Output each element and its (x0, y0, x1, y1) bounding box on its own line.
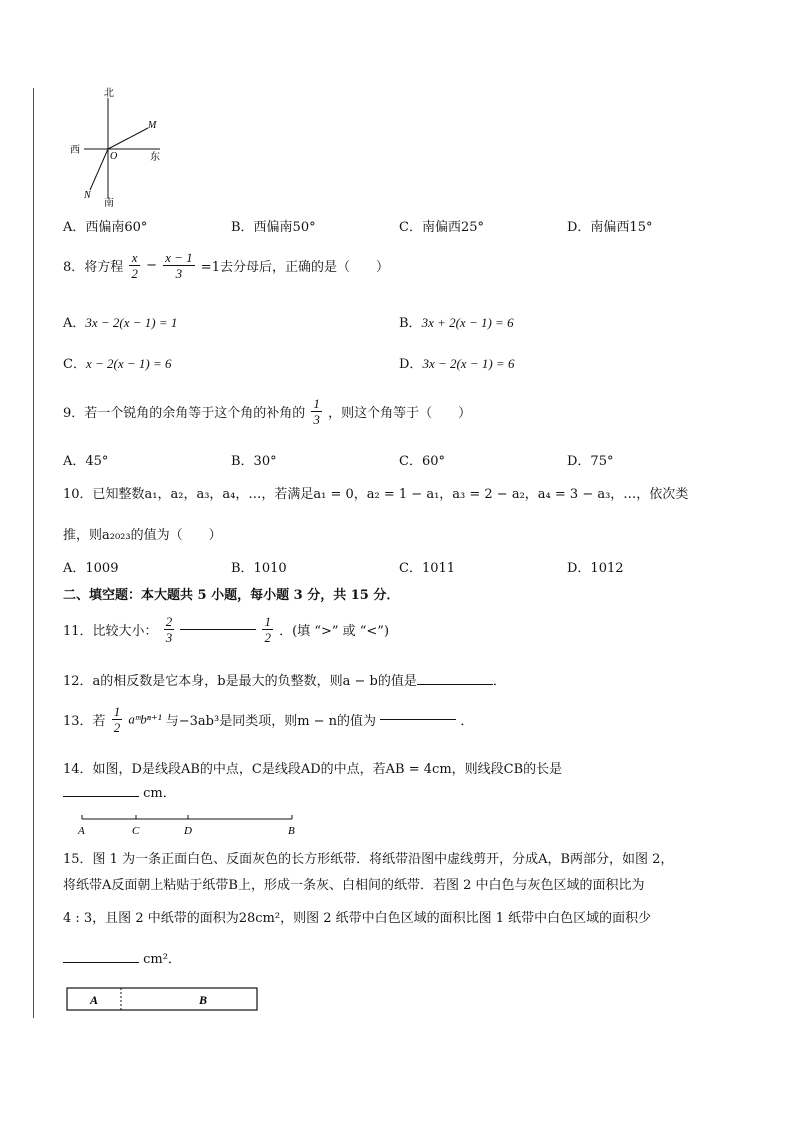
strip-label-a: A (90, 993, 99, 1007)
q8-c-expr: x − 2(x − 1) = 6 (85, 356, 172, 371)
ray-on (90, 149, 108, 190)
q9-frac-num: 1 (313, 396, 320, 411)
q8-frac2-den: 3 (175, 266, 183, 281)
q13-end: ． (460, 714, 474, 729)
q8-option-c (63, 353, 171, 372)
q14-segment-figure (74, 812, 304, 838)
q10-option-d: D．1012 (567, 561, 624, 576)
q9-frac-den: 3 (313, 412, 320, 427)
q13-frac-num: 1 (113, 704, 121, 719)
q8-d-expr: 3x − 2(x − 1) = 6 (422, 356, 515, 371)
q8-option-d (399, 353, 514, 372)
q8-b-letter: B． (399, 316, 422, 331)
q12-stem (63, 670, 506, 689)
q9-option-a: A．45° (63, 454, 109, 469)
q14-answer-line (63, 782, 176, 801)
q11-prefix: 11．比较大小： (63, 624, 158, 639)
south-label: 南 (104, 198, 114, 209)
q13-mid: 与−3ab³是同类项，则m − n的值为 (165, 714, 377, 729)
q11-suffix: ．(填 “>” 或 “<”) (279, 624, 390, 639)
ray-om (108, 128, 148, 149)
q11-frac2-den: 2 (264, 630, 271, 645)
q9-fraction (311, 396, 322, 427)
q7-option-a: A．西偏南60° (63, 220, 148, 235)
q8-frac1-den: 2 (131, 266, 138, 281)
east-label: 东 (150, 152, 160, 163)
q8-suffix: =1去分母后，正确的是（ ） (200, 260, 389, 275)
q14-answer-blank[interactable] (63, 796, 139, 797)
q8-fraction-2 (163, 250, 195, 281)
q12-text: 12．a的相反数是它本身，b是最大的负整数，则a − b的值是 (63, 674, 417, 689)
q11-frac2-num: 1 (264, 614, 271, 629)
q7-option-d: D．南偏西15° (567, 220, 653, 235)
q8-b-expr: 3x + 2(x − 1) = 6 (421, 315, 514, 330)
q11-frac1-num: 2 (165, 614, 173, 629)
q8-minus: − (146, 258, 157, 273)
q11-fraction-1 (164, 614, 175, 645)
q8-frac2-num: x − 1 (165, 250, 193, 265)
q11-answer-blank[interactable] (180, 629, 256, 630)
q14-unit: cm． (143, 786, 176, 801)
q15-strip-figure (66, 987, 260, 1013)
q13-stem (63, 704, 473, 735)
q8-d-letter: D． (399, 357, 423, 372)
q8-option-b (399, 312, 514, 331)
point-a-label: A (78, 825, 85, 837)
q9-option-b: B．30° (231, 454, 277, 469)
q9-option-c: C．60° (399, 454, 445, 469)
q8-option-a (63, 312, 177, 331)
q11-frac1-den: 3 (165, 630, 173, 645)
q11-stem (63, 614, 389, 645)
q9-option-d: D．75° (567, 454, 614, 469)
north-label: 北 (104, 88, 114, 99)
section-2-title: 二、填空题：本大题共 5 小题，每小题 3 分，共 15 分． (63, 588, 400, 603)
q8-fraction-1 (129, 250, 140, 281)
q8-a-letter: A． (63, 316, 86, 331)
compass-figure (62, 86, 182, 210)
point-c-label: C (132, 825, 140, 837)
q15-line-1: 15．图 1 为一条正面白色、反面灰色的长方形纸带．将纸带沿图中虚线剪开，分成A，B两部分，如图 2， (63, 852, 674, 867)
q15-answer-line (63, 948, 181, 967)
q7-option-b: B．西偏南50° (231, 220, 316, 235)
q11-fraction-2 (262, 614, 273, 645)
point-d-label: D (184, 825, 192, 837)
q10-option-b: B．1010 (231, 561, 287, 576)
q8-prefix: 8．将方程 (63, 260, 124, 275)
q15-line-2: 将纸带A反面朝上粘贴于纸带B上，形成一条灰、白相间的纸带．若图 2 中白色与灰色区域的面积比为 (63, 878, 645, 893)
ray-n-label: N (84, 190, 91, 201)
margin-line (33, 88, 34, 1018)
q7-option-c: C．南偏西25° (399, 220, 484, 235)
q13-answer-blank[interactable] (380, 719, 456, 720)
q9-suffix: ，则这个角等于（ ） (328, 406, 472, 421)
q12-end: ． (492, 674, 506, 689)
origin-label: O (110, 151, 118, 162)
q15-line-3: 4 : 3，且图 2 中纸带的面积为28cm²，则图 2 纸带中白色区域的面积比图 1 纸带中白色区域的面积少 (63, 911, 652, 926)
q14-line-1: 14．如图，D是线段AB的中点，C是线段AD的中点，若AB = 4cm，则线段CB的长是 (63, 762, 563, 777)
q13-expr: aᵐbⁿ⁺¹ (128, 711, 162, 727)
point-b-label: B (288, 825, 295, 837)
q15-answer-blank[interactable] (63, 962, 139, 963)
q12-answer-blank[interactable] (417, 684, 493, 685)
q8-a-expr: 3x − 2(x − 1) = 1 (85, 315, 178, 330)
q10-option-a: A．1009 (63, 561, 119, 576)
q13-frac-den: 2 (113, 720, 121, 735)
west-label: 西 (70, 145, 80, 156)
q13-fraction (112, 704, 123, 735)
q13-prefix: 13．若 (63, 714, 106, 729)
q8-c-letter: C． (63, 357, 86, 372)
q15-unit: cm²． (143, 952, 181, 967)
ray-m-label: M (148, 120, 157, 131)
strip-label-b: B (199, 993, 208, 1007)
q9-prefix: 9．若一个锐角的余角等于这个角的补角的 (63, 406, 306, 421)
q9-stem (63, 396, 471, 427)
q10-line-2: 推，则a₂₀₂₃的值为（ ） (63, 528, 222, 543)
q10-option-c: C．1011 (399, 561, 456, 576)
q8-stem (63, 250, 389, 281)
q10-line-1: 10．已知整数a₁，a₂，a₃，a₄，…，若满足a₁ = 0，a₂ = 1 − a₁，a₃ = 2 − a₂，a₄ = 3 − a₃，…，依次类 (63, 487, 689, 502)
q8-frac1-num: x (129, 250, 140, 266)
